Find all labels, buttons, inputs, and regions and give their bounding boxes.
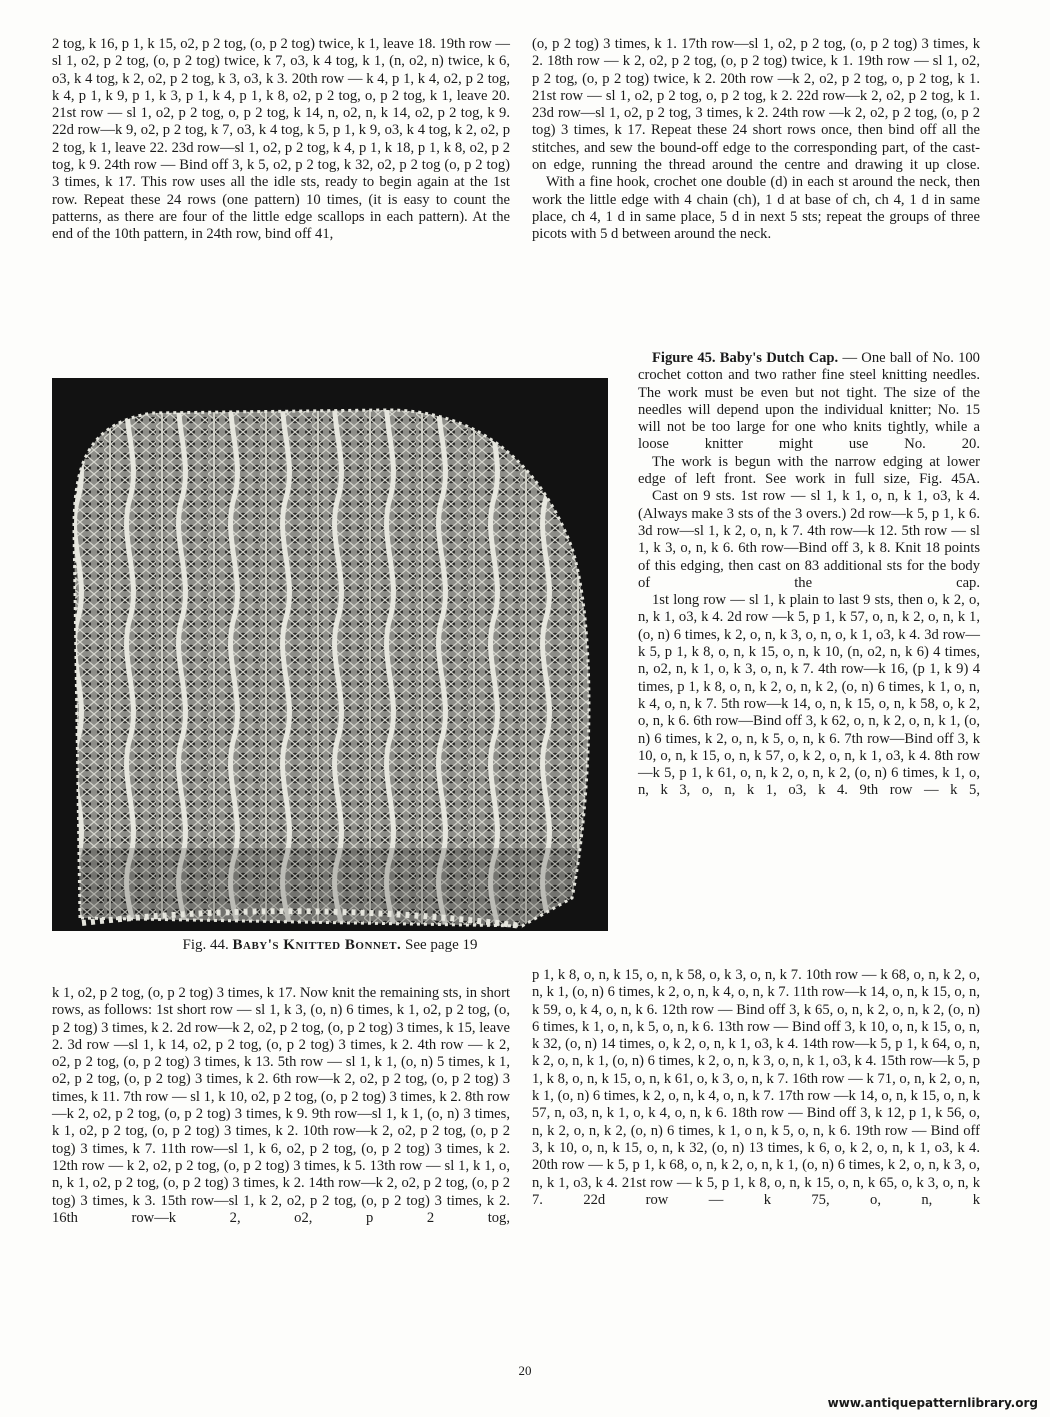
paragraph: Cast on 9 sts. 1st row — sl 1, k 1, o, n, k 1, o3, k 4. (Always make 3 sts of the 3 overs.) 2d row—k 5, p 1, k 6. 3d row—sl 1, k 2, o, n, k 7. 4th row—k 12. 5th row — sl 1, k 3, o, n, k 6. 6th row—Bind off 3, k 8. Knit 18 points of this edging, then cast on 83 additional sts for the body of the cap. xyxy=(638,488,980,591)
paragraph: p 1, k 8, o, n, k 15, o, n, k 58, o, k 3, o, n, k 7. 10th row — k 68, o, n, k 2, o, n, k 1, (o, n) 6 times, k 2, o, n, k 4, o, n, k 7. 11th row—k 14, o, n, k 15, o, n, k 59, o, k 4, o, n, k 6. 12th row — Bind off 3, k 65, o, n, k 2, o, n, k 2, (o, n) 6 times, k 1, o, n, k 5, o, n, k 6. 13th row — Bind off 3, k 10, o, n, k 15, o, n, k 32, (o, n) 14 times, o, k 2, o, n, k 1, o3, k 4. 14th row—k 5, p 1, k 64, o, n, k 2, o, n, k 1, (o, n) 6 times, k 2, o, n, k 3, o, n, k 1, o3, k 4. 15th row—k 5, p 1, k 8, o, n, k 15, o, n, k 61, o, k 3, o, n, k 7. 16th row — k 71, o, n, k 2, o, n, k 1, (o, n) 6 times, k 2, o, n, k 4, o, n, k 7. 17th row —k 14, o, n, k 15, o, n, k 57, n, o3, n, k 1, o, k 4, o, n, k 6. 18th row — Bind off 3, k 12, p 1, k 56, o, n, k 2, o, n, k 2, (o, n) 6 times, k 1, o n, k 5, o, n, k 6. 19th row — Bind off 3, k 10, o, n, k 15, o, n, k 32, (o, n) 13 times, k 6, o, k 2, o, n, k 1, o3, k 4. 20th row — k 5, p 1, k 68, o, n, k 2, o, n, k 1, (o, n) 6 times, k 2, o, n, k 3, o, n, k 1, o3, k 4. 21st row — k 5, p 1, k 8, o, n, k 15, o, n, k 65, o, k 3, o, n, k 7. 22d row — k 75, o, n, k xyxy=(532,967,980,1208)
paragraph: With a fine hook, crochet one double (d) in each st around the neck, then work the little edge with 4 chain (ch), 1 d at base of ch, ch 4, 1 d in same place, ch 4, 1 d in same place, 5 d in next 5 sts; repeat the groups of three picots with 5 d between around the neck. xyxy=(532,174,980,243)
left-column-bottom xyxy=(52,985,510,1227)
section-intro: — One ball of No. 100 crochet cotton and two rather fine steel knitting needles. The work must be even but not tight. The size of the needles will depend upon the individual knitter; No. 15 will not be too large for one who knits tightly, while a loose knitter might use No. 20. xyxy=(638,350,980,453)
caption-suffix: See page 19 xyxy=(405,937,478,953)
paragraph xyxy=(638,350,980,454)
paragraph: (o, p 2 tog) 3 times, k 1. 17th row—sl 1, o2, p 2 tog, (o, p 2 tog) 3 times, k 2. 18th row — k 2, o2, p 2 tog, (o, p 2 tog) twice, k 1. 19th row — sl 1, o2, p 2 tog, (o, p 2 tog) twice, k 2. 20th row —k 2, o2, p 2 tog, o, p 2 tog, k 1. 21st row — sl 1, o2, p 2 tog, o, p 2 tog, k 2. 22d row—k 2, o2, p 2 tog, k 1. 23d row—sl 1, o2, p 2 tog, 3 times, k 2. 24th row —k 2, o2, p 2 tog, (o, p 2 tog) 3 times, k 17. Repeat these 24 short rows once, then bind off all the stitches, and sew the bound-off edge to the corresponding part, of the cast-on edge, running the thread around the centre and drawing it up close. xyxy=(532,36,980,174)
paragraph: The work is begun with the narrow edging at lower edge of left front. See work in full size, Fig. 45A. xyxy=(638,453,980,488)
left-column-top xyxy=(52,36,510,244)
site-url: www.antiquepatternlibrary.org xyxy=(827,1396,1038,1410)
caption-title: Baby's Knitted Bonnet. xyxy=(232,937,402,953)
right-column-top xyxy=(532,36,980,244)
paragraph: 1st long row — sl 1, k plain to last 9 sts, then o, k 2, o, n, k 1, o3, k 4. 2d row —k 5, p 1, k 57, o, n, k 2, o, n, k 1, (o, n) 6 times, k 2, o, n, k 3, o, n, o, k 1, o3, k 4. 3d row—k 5, p 1, k 8, o, n, k 15, o, n, k 10, (n, o2, n, k 6) 4 times, n, o2, n, k 1, o, k 3, o, n, k 7. 4th row—k 16, (p 1, k 9) 4 times, p 1, k 8, o, n, k 2, o, n, k 2, (o, n) 6 times, k 1, o, n, k 4, o, n, k 7. 5th row—k 14, o, n, k 15, o, n, k 58, o, k 2, o, n, k 6. 6th row—Bind off 3, k 62, o, n, k 2, o, n, k 1, (o, n) 6 times, k 2, o, n, k 5, o, n, k 6. 7th row—Bind off 3, k 10, o, n, k 15, o, n, k 57, o, k 2, o, n, k 1, o3, k 4. 8th row—k 5, p 1, k 61, o, n, k 2, o, n, k 2, (o, n) 6 times, k 1, o, n, k 3, o, n, k 1, o3, k 4. 9th row — k 5, xyxy=(638,592,980,799)
bonnet-photo xyxy=(52,378,608,931)
section-heading: Figure 45. Baby's Dutch Cap. xyxy=(652,350,839,366)
right-column-bottom xyxy=(532,967,980,1209)
paragraph: 2 tog, k 16, p 1, k 15, o2, p 2 tog, (o, p 2 tog) twice, k 1, leave 18. 19th row — sl 1, o2, p 2 tog, (o, p 2 tog) twice, k 7, o3, k 4 tog, k 1, (n, o2, n) twice, k 6, o3, k 4 tog, k 2, o2, p 2 tog, k 3, o3, k 3. 20th row — k 4, p 1, k 4, o2, p 2 tog, k 4, p 1, k 9, p 1, k 3, p 1, k 4, p 1, k 8, o2, p 2 tog, o, p 2 tog, k 1, leave 20. 21st row — sl 1, o2, p 2 tog, o, p 2 tog, k 14, n, o2, n, k 14, o2, p 2 tog, k 9. 22d row—k 9, o2, p 2 tog, k 7, o3, k 4 tog, k 5, p 1, k 9, o3, k 4 tog, k 2, o2, p 2 tog, k 1, leave 22. 23d row—sl 1, o2, p 2 tog, k 4, p 1, k 18, p 1, k 8, o2, p 2 tog, k 9. 24th row — Bind off 3, k 5, o2, p 2 tog, k 32, o2, p 2 tog (o, p 2 tog) 3 times, k 17. This row uses all the idle sts, ready to begin again at the 1st row. Repeat these 24 rows (one pattern) 10 times, (it is easy to count the patterns, as there are four of the little edge scallops in each pattern). At the end of the 10th pattern, in 24th row, bind off 41, xyxy=(52,36,510,243)
page-number: 20 xyxy=(518,1363,532,1378)
paragraph: k 1, o2, p 2 tog, (o, p 2 tog) 3 times, k 17. Now knit the remaining sts, in short rows, as follows: 1st short row — sl 1, k 3, (o, n) 6 times, k 1, o2, p 2 tog, (o, p 2 tog) 3 times, k 2. 2d row—k 2, o2, p 2 tog, (o, p 2 tog) 3 times, k 15, leave 2. 3d row —sl 1, k 14, o2, p 2 tog, (o, p 2 tog) 3 times, k 2. 4th row — k 2, o2, p 2 tog, (o, p 2 tog) 3 times, k 13. 5th row — sl 1, k 1, (o, n) 5 times, k 1, o2, p 2 tog, (o, p 2 tog) 3 times, k 2. 6th row—k 2, o2, p 2 tog, (o, p 2 tog) 3 times, k 11. 7th row — sl 1, k 10, o2, p 2 tog, (o, p 2 tog) 3 times, k 2. 8th row—k 2, o2, p 2 tog, (o, p 2 tog) 3 times, k 9. 9th row—sl 1, k 1, (o, n) 3 times, k 1, o2, p 2 tog, (o, p 2 tog) 3 times, k 2. 10th row—k 2, o2, p 2 tog, (o, p 2 tog) 3 times, k 7. 11th row—sl 1, k 6, o2, p 2 tog, (o, p 2 tog) 3 times, k 2. 12th row — k 2, o2, p 2 tog, (o, p 2 tog) 3 times, k 5. 13th row — sl 1, k 1, o, n, k 1, o2, p 2 tog, (o, p 2 tog) 3 times, k 2. 14th row—k 2, o2, p 2 tog, (o, p 2 tog) 3 times, k 3. 15th row—sl 1, k 2, o2, p 2 tog, (o, p 2 tog) 3 times, k 2. 16th row—k 2, o2, p 2 tog, xyxy=(52,985,510,1226)
caption-prefix: Fig. 44. xyxy=(182,937,229,953)
figure-caption xyxy=(52,937,608,954)
right-column-middle xyxy=(638,350,980,800)
bonnet-illustration xyxy=(52,378,608,931)
